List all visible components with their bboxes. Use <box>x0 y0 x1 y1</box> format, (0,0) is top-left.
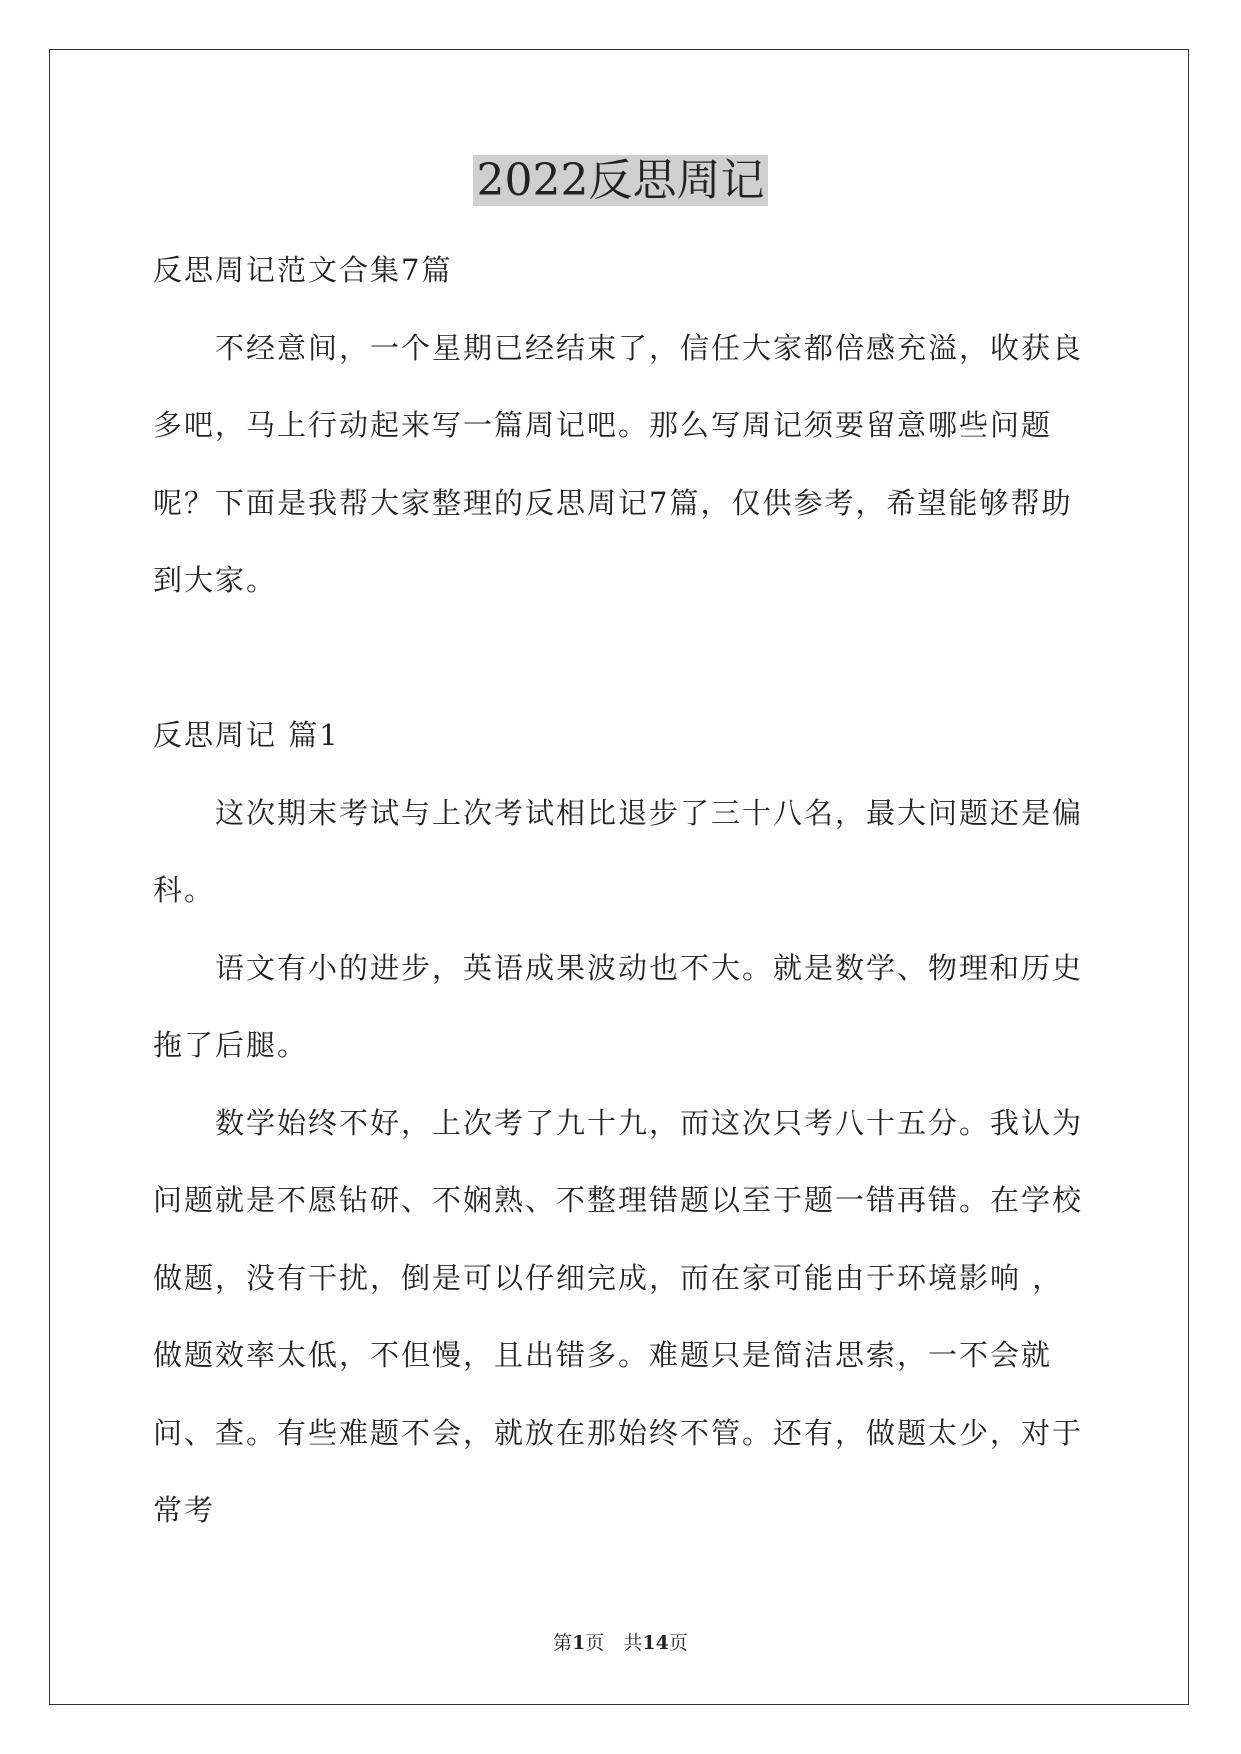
document-title-text: 2022反思周记 <box>473 155 769 206</box>
section-heading: 反思周记 篇1 <box>153 718 340 752</box>
intro-paragraph: 不经意间，一个星期已经结束了，信任大家都倍感充溢，收获良多吧，马上行动起来写一篇周记吧。那么写周记须要留意哪些问题呢？下面是我帮大家整理的反思周记7篇，仅供参考，希望能够帮助到大家。 <box>153 330 1084 597</box>
body-paragraph: 数学始终不好，上次考了九十九，而这次只考八十五分。我认为问题就是不愿钻研、不娴熟、不整理错题以至于题一错再错。在学校做题，没有干扰，倒是可以仔细完成，而在家可能由于环境影响 ，做题效率太低，不但慢，且出错多。难题只是简洁思索，一不会就问、查。有些难题不会，就放在那始终不管。还有，做题太少，对于常考 <box>153 1105 1084 1527</box>
page-number-total: 14 <box>642 1632 669 1654</box>
document-title <box>0 150 1241 212</box>
page-number-suffix: 页 <box>668 1632 688 1654</box>
page-number-prefix: 第 <box>553 1632 573 1654</box>
body-paragraph: 语文有小的进步，英语成果波动也不大。就是数学、物理和历史拖了后腿。 <box>153 950 1084 1062</box>
document-subtitle: 反思周记范文合集7篇 <box>153 253 453 287</box>
page-number-current: 1 <box>572 1632 586 1654</box>
document-body <box>153 232 1089 1550</box>
paragraph-spacer <box>153 620 1089 698</box>
body-paragraph: 这次期末考试与上次考试相比退步了三十八名，最大问题还是偏科。 <box>153 795 1084 907</box>
page-footer <box>0 1628 1241 1655</box>
page-number-middle: 页 共 <box>585 1632 643 1654</box>
